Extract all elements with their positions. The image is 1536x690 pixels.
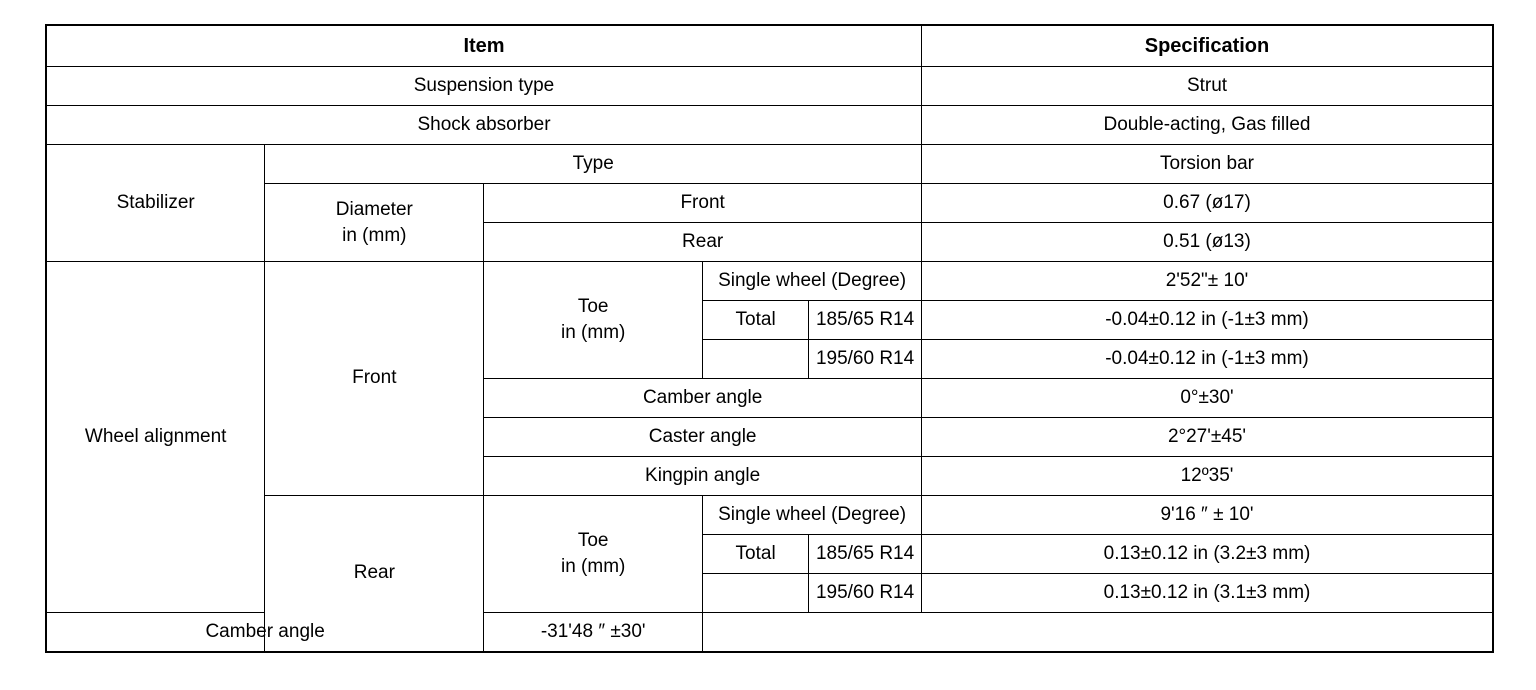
stabilizer-type-label: Type bbox=[265, 145, 922, 184]
stabilizer-front-value: 0.67 (ø17) bbox=[922, 184, 1494, 223]
table-row-shock-absorber bbox=[46, 106, 1493, 145]
rear-toe-label-line2: in (mm) bbox=[560, 556, 626, 577]
front-camber-label: Camber angle bbox=[484, 379, 922, 418]
table-header-row bbox=[46, 25, 1493, 67]
front-toe-label-line2: in (mm) bbox=[560, 322, 626, 343]
rear-total-label: Total bbox=[703, 535, 809, 573]
header-specification: Specification bbox=[922, 25, 1494, 67]
table-row-front-toe-single bbox=[46, 262, 1493, 301]
rear-camber-label: Camber angle bbox=[46, 613, 484, 653]
front-single-wheel-label: Single wheel (Degree) bbox=[703, 262, 922, 301]
stabilizer-diameter-label-line1: Diameter bbox=[335, 198, 413, 220]
front-single-wheel-value: 2'52"± 10' bbox=[922, 262, 1494, 301]
suspension-type-label: Suspension type bbox=[46, 67, 922, 106]
stabilizer-rear-label: Rear bbox=[484, 223, 922, 262]
rear-tire1-label: 185/65 R14 bbox=[809, 535, 921, 573]
stabilizer-front-label: Front bbox=[484, 184, 922, 223]
rear-camber-value: -31'48 ″ ±30' bbox=[484, 613, 703, 653]
rear-total-group-2 bbox=[703, 574, 922, 613]
rear-tire2-label: 195/60 R14 bbox=[809, 574, 921, 612]
rear-total-group bbox=[703, 535, 922, 574]
stabilizer-diameter-label bbox=[265, 184, 484, 262]
front-total-group bbox=[703, 301, 922, 340]
rear-toe-label bbox=[484, 496, 703, 613]
table-row-suspension-type bbox=[46, 67, 1493, 106]
front-caster-value: 2°27'±45' bbox=[922, 418, 1494, 457]
front-tire1-value: -0.04±0.12 in (-1±3 mm) bbox=[922, 301, 1494, 340]
front-tire2-label: 195/60 R14 bbox=[809, 340, 921, 378]
front-camber-value: 0°±30' bbox=[922, 379, 1494, 418]
rear-toe-label-line1: Toe bbox=[577, 530, 609, 552]
shock-absorber-label: Shock absorber bbox=[46, 106, 922, 145]
front-tire2-value: -0.04±0.12 in (-1±3 mm) bbox=[922, 340, 1494, 379]
front-total-group-2 bbox=[703, 340, 922, 379]
header-item: Item bbox=[46, 25, 922, 67]
stabilizer-diameter-label-line2: in (mm) bbox=[342, 224, 407, 246]
wheel-alignment-rear-label: Rear bbox=[265, 496, 484, 653]
stabilizer-label: Stabilizer bbox=[46, 145, 265, 262]
rear-tire2-value: 0.13±0.12 in (3.1±3 mm) bbox=[922, 574, 1494, 613]
wheel-alignment-front-label: Front bbox=[265, 262, 484, 496]
front-kingpin-label: Kingpin angle bbox=[484, 457, 922, 496]
stabilizer-rear-value: 0.51 (ø13) bbox=[922, 223, 1494, 262]
front-total-label-spacer bbox=[703, 340, 809, 378]
table-row-rear-camber bbox=[46, 613, 1493, 653]
front-toe-label bbox=[484, 262, 703, 379]
table-row-stabilizer-type bbox=[46, 145, 1493, 184]
suspension-type-value: Strut bbox=[922, 67, 1494, 106]
rear-single-wheel-value: 9'16 ″ ± 10' bbox=[922, 496, 1494, 535]
wheel-alignment-label: Wheel alignment bbox=[46, 262, 265, 613]
shock-absorber-value: Double-acting, Gas filled bbox=[922, 106, 1494, 145]
rear-tire1-value: 0.13±0.12 in (3.2±3 mm) bbox=[922, 535, 1494, 574]
front-tire1-label: 185/65 R14 bbox=[809, 301, 921, 339]
front-total-label: Total bbox=[703, 301, 809, 339]
front-caster-label: Caster angle bbox=[484, 418, 922, 457]
front-toe-label-line1: Toe bbox=[577, 296, 609, 318]
front-kingpin-value: 12º35' bbox=[922, 457, 1494, 496]
rear-single-wheel-label: Single wheel (Degree) bbox=[703, 496, 922, 535]
specification-table bbox=[45, 24, 1494, 653]
stabilizer-type-value: Torsion bar bbox=[922, 145, 1494, 184]
rear-total-label-spacer bbox=[703, 574, 809, 612]
